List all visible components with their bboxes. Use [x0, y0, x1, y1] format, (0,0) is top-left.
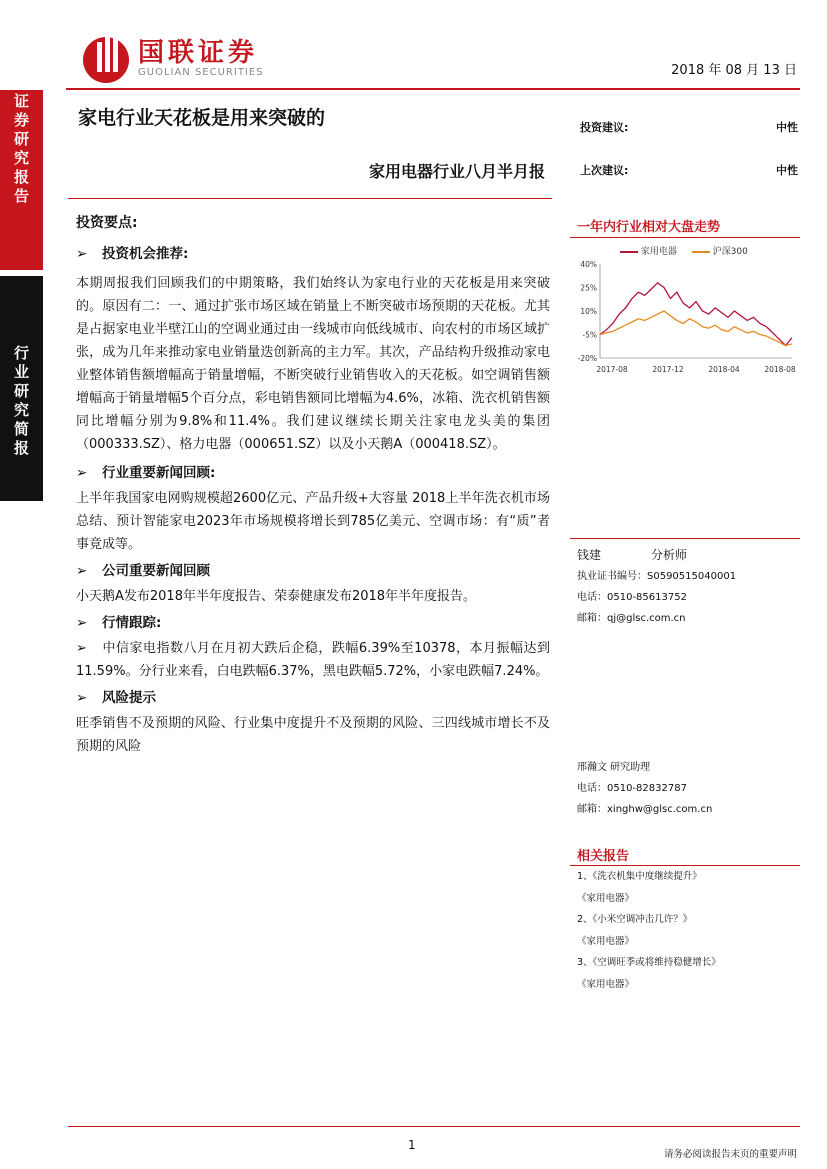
- arrow-icon: ➢: [76, 690, 88, 706]
- sec3-title: 公司重要新闻回顾: [102, 563, 210, 579]
- analyst-2-phone: 电话：0510-82832787: [577, 783, 687, 794]
- analyst-1-phone: 电话：0510-85613752: [577, 592, 687, 603]
- sec3-heading: [76, 560, 550, 583]
- sec5-text: 旺季销售不及预期的风险、行业集中度提升不及预期的风险、三四线城市增长不及预期的风险: [76, 716, 550, 754]
- sec3-text: 小天鹅A发布2018年半年度报告、荣泰健康发布2018年半年度报告。: [76, 589, 477, 604]
- sidebar-char: 研: [13, 382, 29, 400]
- logo-text-cn: 国联证券: [138, 38, 259, 67]
- arrow-icon: ➢: [76, 465, 88, 481]
- related-item-category: 《家用电器》: [577, 978, 635, 990]
- sec2-heading: [76, 462, 550, 485]
- analyst-1-header: [577, 545, 799, 566]
- sidebar-char: 报: [13, 439, 29, 457]
- analyst-1-email: 邮箱：qj@glsc.com.cn: [577, 613, 686, 624]
- legend-label-1: 家用电器: [640, 247, 677, 257]
- chart-title-rule: [570, 237, 800, 238]
- sec1-heading: [76, 243, 550, 266]
- arrow-icon: ➢: [76, 615, 88, 631]
- legend-label-2: 沪深300: [712, 247, 748, 257]
- section-heading: 投资要点:: [76, 215, 138, 231]
- sidebar-black-band: [0, 276, 43, 501]
- sec4-paragraph: [76, 637, 550, 683]
- analyst-1-name: 钱建: [577, 548, 602, 562]
- rating-current-label: 投资建议:: [580, 121, 629, 134]
- logo-emblem-icon: [80, 30, 132, 85]
- related-list: [577, 866, 799, 995]
- company-logo: [80, 30, 310, 85]
- y-tick-label: 25%: [580, 283, 597, 293]
- sec4-title: 行情跟踪:: [102, 615, 162, 631]
- related-item-category: 《家用电器》: [577, 892, 635, 904]
- arrow-icon: ➢: [76, 246, 88, 262]
- sec2-title: 行业重要新闻回顾:: [102, 465, 216, 481]
- y-tick-label: -5%: [582, 330, 597, 340]
- chart-title: 一年内行业相对大盘走势: [577, 220, 721, 235]
- page-title: 家电行业天花板是用来突破的: [78, 107, 326, 129]
- sec5-heading: [76, 687, 550, 710]
- line-chart: [570, 258, 800, 378]
- logo-text-en: GUOLIAN SECURITIES: [138, 67, 264, 78]
- related-item[interactable]: 2、《小米空调冲击几许？》: [577, 914, 693, 925]
- analyst-1-role: 分析师: [651, 548, 688, 562]
- rating-previous-label: 上次建议:: [580, 164, 629, 177]
- footer-disclaimer: 请务必阅读报告末页的重要声明: [663, 1149, 797, 1160]
- sidebar-char: 证: [13, 92, 29, 110]
- sidebar-char: 究: [13, 149, 29, 167]
- analyst-2-name: 邢瀚文 研究助理: [577, 762, 651, 773]
- sidebar-char: 券: [13, 111, 29, 129]
- sidebar-char: 行: [13, 344, 29, 362]
- analyst-block-1: [577, 545, 799, 629]
- footer-rule: [68, 1126, 800, 1127]
- sec2-text: 上半年我国家电网购规模超2600亿元、产品升级+大容量 2018上半年洗衣机市场总结、预计智能家电2023年市场规模将增长到785亿美元、空调市场：有“质”者事竟成等。: [76, 491, 550, 552]
- sec4-text: 中信家电指数八月在月初大跌后企稳，跌幅6.39%至10378，本月振幅达到11.59%。分行业来看，白电跌幅6.37%，黑电跌幅5.72%，小家电跌幅7.24%。: [76, 641, 550, 679]
- sec1-title: 投资机会推荐:: [102, 246, 189, 262]
- main-body: [76, 212, 550, 758]
- title-divider: [68, 198, 552, 199]
- analyst-rule: [570, 538, 800, 539]
- sec1-text: 本期周报我们回顾我们的中期策略，我们始终认为家电行业的天花板是用来突破的。原因有二：一、通过扩张市场区域在销量上不断突破市场预期的天花板。尤其是占据家电业半壁江山的空调业通过由一线城市向低线城市、向农村的市场区域扩张，成为几年来推动家电业销量迭创新高的主力军。其次，产品结构升级推动家电业整体销售额增幅高于销量增幅，不断突破行业销售收入的天花板。如空调销售额增幅高于销量增幅5个百分点，彩电销售额同比增幅为4.6%，冰箱、洗衣机销售额同比增幅分别为9.8%和11.4%。我们建议继续长期关注家电龙头美的集团（000333.SZ）、格力电器（000651.SZ）以及小天鹅A（000418.SZ）。: [76, 276, 550, 452]
- sidebar-char: 研: [13, 130, 29, 148]
- sidebar-char: 报: [13, 168, 29, 186]
- rating-current-value: 中性: [776, 121, 798, 134]
- related-title: 相关报告: [577, 849, 630, 864]
- page-number: 1: [408, 1138, 416, 1152]
- page-subtitle: 家用电器行业八月半月报: [368, 162, 545, 181]
- analyst-block-2: [577, 757, 799, 820]
- report-date: 2018 年 08 月 13 日: [671, 63, 797, 78]
- y-tick-label: 40%: [580, 260, 597, 269]
- chart-legend: [620, 244, 748, 257]
- x-tick-label: 2018-04: [708, 365, 740, 374]
- sidebar-top-label: [0, 90, 43, 206]
- sec5-title: 风险提示: [102, 690, 156, 706]
- related-item-category: 《家用电器》: [577, 935, 635, 947]
- sidebar-char: 究: [13, 401, 29, 419]
- sidebar-char: 告: [13, 187, 29, 205]
- series-line-1: [600, 283, 792, 346]
- x-tick-label: 2017-12: [652, 365, 684, 374]
- arrow-icon: ➢: [76, 641, 87, 656]
- legend-swatch-1: [620, 251, 638, 253]
- rating-previous-value: 中性: [776, 164, 798, 177]
- sidebar-char: 简: [13, 420, 29, 438]
- sidebar-bottom-label: [0, 276, 43, 458]
- related-item[interactable]: 3、《空调旺季或将维持稳健增长》: [577, 957, 721, 968]
- legend-swatch-2: [692, 251, 710, 253]
- sidebar-red-band: [0, 90, 43, 270]
- header-rule: [66, 88, 800, 90]
- x-tick-label: 2017-08: [596, 365, 628, 374]
- sec4-heading: [76, 612, 550, 635]
- analyst-1-cert: 执业证书编号：S0590515040001: [577, 571, 737, 582]
- series-line-2: [600, 311, 792, 346]
- sidebar-char: 业: [13, 363, 29, 381]
- y-tick-label: 10%: [580, 307, 597, 316]
- related-item[interactable]: 1、《洗衣机集中度继续提升》: [577, 871, 702, 882]
- arrow-icon: ➢: [76, 563, 88, 579]
- y-tick-label: -20%: [577, 354, 597, 363]
- analyst-2-email: 邮箱：xinghw@glsc.com.cn: [577, 804, 713, 815]
- x-tick-label: 2018-08: [764, 365, 796, 374]
